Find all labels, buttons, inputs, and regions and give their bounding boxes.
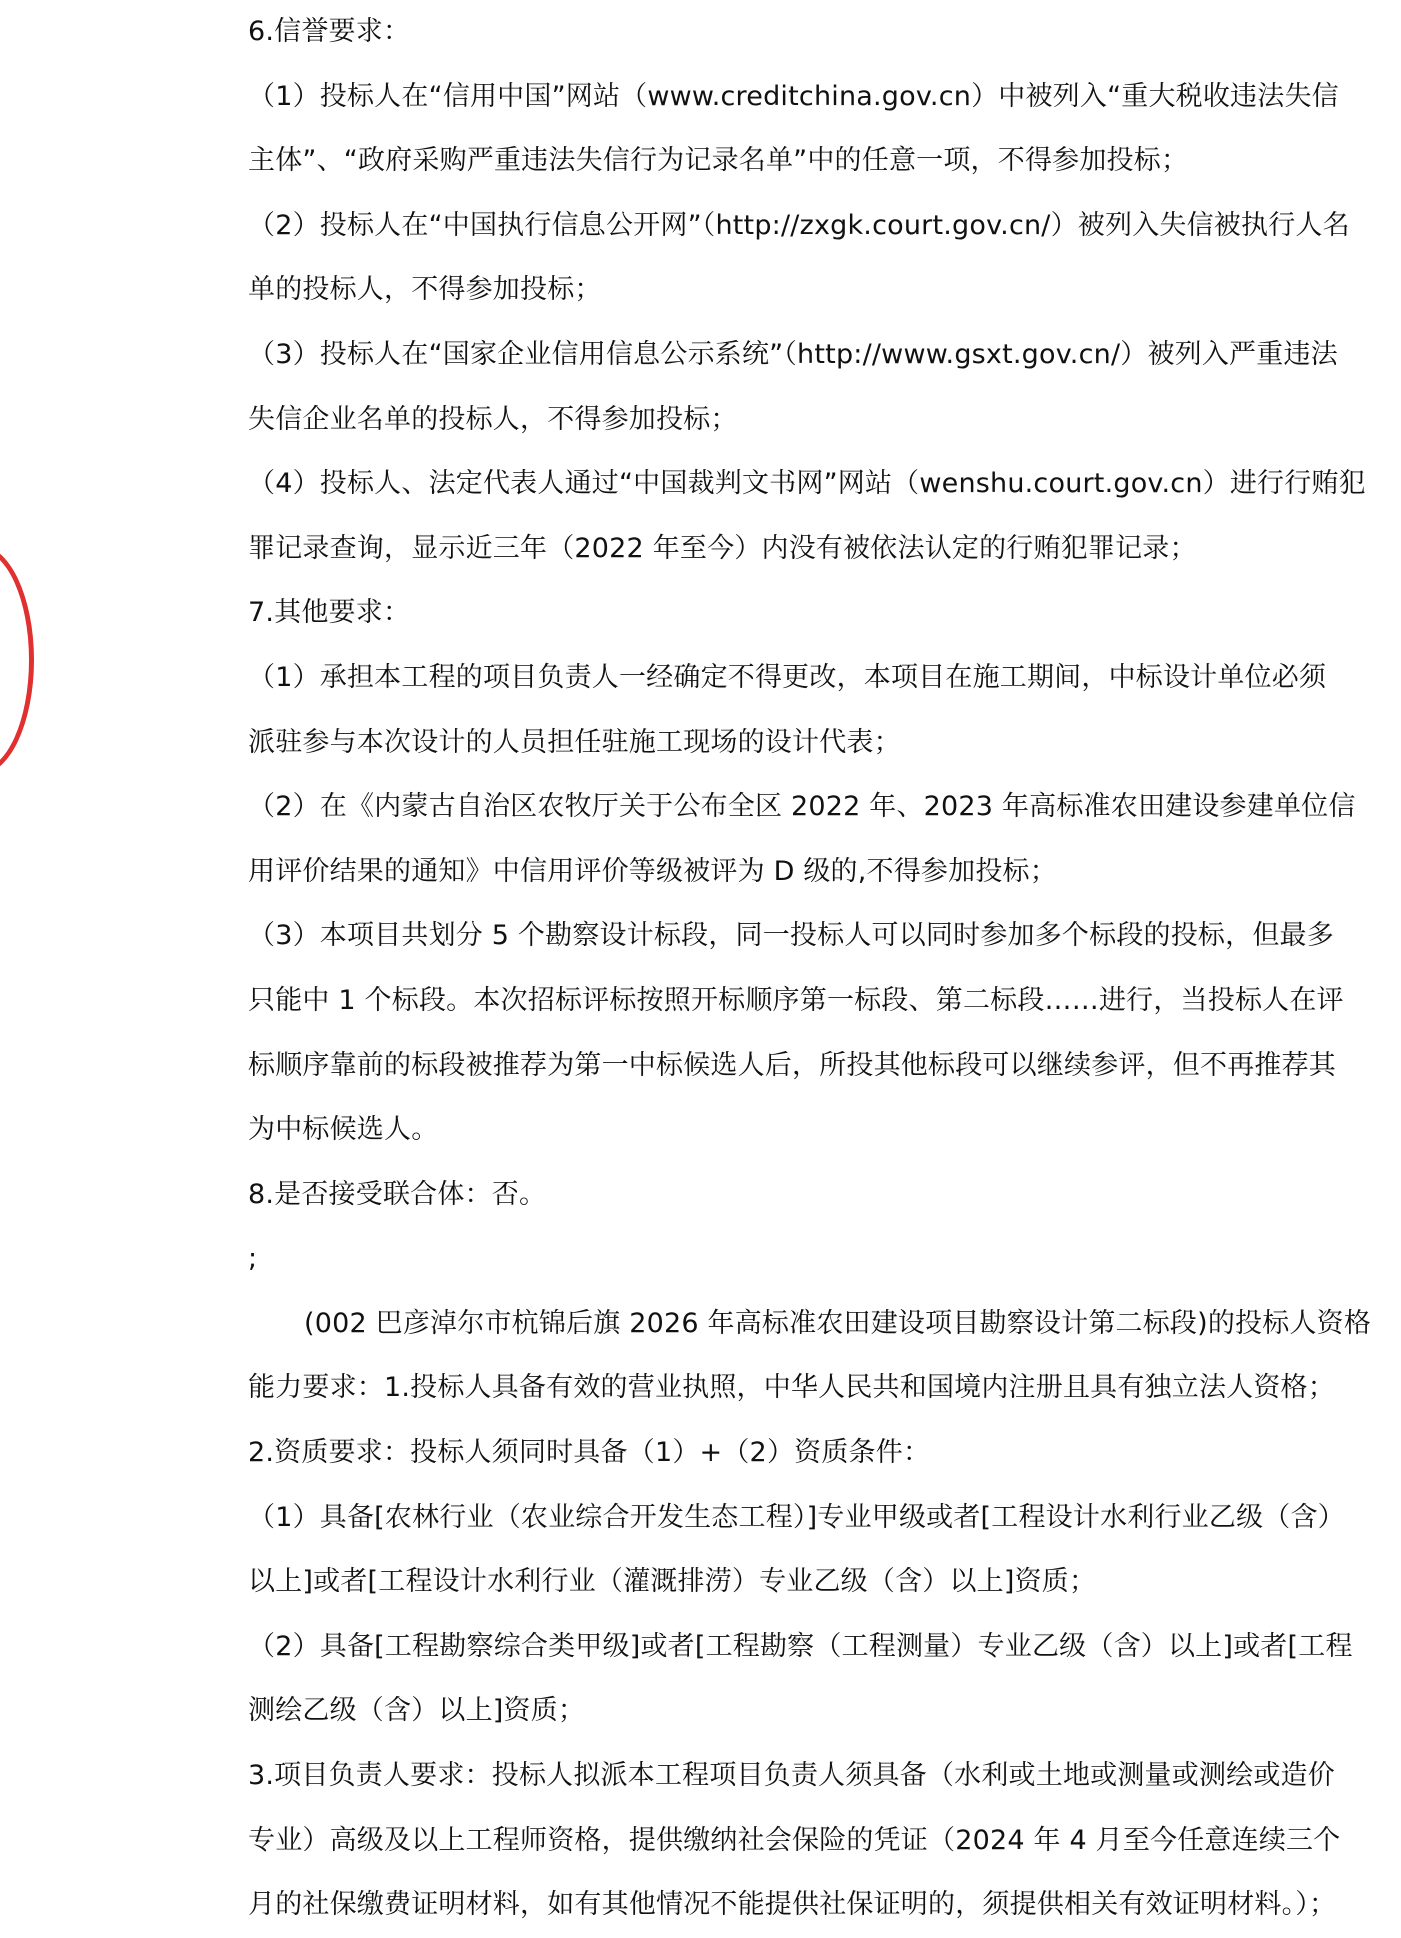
- document-body: [248, 0, 1398, 1938]
- text-line: （2）具备[工程勘察综合类甲级]或者[工程勘察（工程测量）专业乙级（含）以上]或者[工程: [248, 1630, 1353, 1662]
- text-line: （1）具备[农林行业（农业综合开发生态工程）]专业甲级或者[工程设计水利行业乙级（含）: [248, 1501, 1345, 1533]
- text-line: 月的社保缴费证明材料，如有其他情况不能提供社保证明的，须提供相关有效证明材料。）；: [248, 1889, 1337, 1921]
- text-line: （4）投标人、法定代表人通过“中国裁判文书网”网站（wenshu.court.gov.cn）进行行贿犯: [248, 468, 1366, 500]
- text-line: 标顺序靠前的标段被推荐为第一中标候选人后，所投其他标段可以继续参评，但不再推荐其: [248, 1049, 1336, 1081]
- text-line: （1）投标人在“信用中国”网站（www.creditchina.gov.cn）中被列入“重大税收违法失信: [248, 80, 1339, 112]
- text-line: 失信企业名单的投标人，不得参加投标；: [248, 403, 738, 435]
- text-line: （2）在《内蒙古自治区农牧厅关于公布全区 2022 年、2023 年高标准农田建设参建单位信: [248, 791, 1356, 823]
- text-line: 测绘乙级（含）以上]资质；: [248, 1695, 586, 1727]
- text-line: 单的投标人，不得参加投标；: [248, 274, 602, 306]
- text-line: 只能中 1 个标段。本次招标评标按照开标顺序第一标段、第二标段……进行，当投标人在评: [248, 984, 1344, 1016]
- official-seal-stamp: [0, 545, 34, 775]
- text-line: （2）投标人在“中国执行信息公开网”（http://zxgk.court.gov.cn/）被列入失信被执行人名: [248, 209, 1350, 241]
- text-line: (002 巴彦淖尔市杭锦后旗 2026 年高标准农田建设项目勘察设计第二标段)的投标人资格: [304, 1307, 1372, 1339]
- text-line: 2.资质要求：投标人须同时具备（1）+（2）资质条件：: [248, 1437, 931, 1469]
- section-heading-other: 7.其他要求：: [248, 597, 411, 629]
- text-line: （1）承担本工程的项目负责人一经确定不得更改，本项目在施工期间，中标设计单位必须: [248, 661, 1327, 693]
- text-line: 能力要求：1.投标人具备有效的营业执照，中华人民共和国境内注册且具有独立法人资格；: [248, 1372, 1335, 1404]
- text-line: 用评价结果的通知》中信用评价等级被评为 D 级的,不得参加投标；: [248, 855, 1057, 887]
- text-line: 专业）高级及以上工程师资格，提供缴纳社会保险的凭证（2024 年 4 月至今任意连续三个: [248, 1824, 1341, 1856]
- text-line: （3）本项目共划分 5 个勘察设计标段，同一投标人可以同时参加多个标段的投标，但最多: [248, 920, 1334, 952]
- text-line: 派驻参与本次设计的人员担任驻施工现场的设计代表；: [248, 726, 901, 758]
- text-line: 为中标候选人。: [248, 1114, 439, 1146]
- section-heading-credit: 6.信誉要求：: [248, 16, 411, 47]
- text-line: ;: [248, 1243, 258, 1275]
- text-line: 主体”、“政府采购严重违法失信行为记录名单”中的任意一项，不得参加投标；: [248, 145, 1189, 177]
- text-line: （3）投标人在“国家企业信用信息公示系统”（http://www.gsxt.gov.cn/）被列入严重违法: [248, 338, 1338, 370]
- text-line: 3.项目负责人要求：投标人拟派本工程项目负责人须具备（水利或土地或测量或测绘或造价: [248, 1760, 1335, 1792]
- section-heading-consortium: 8.是否接受联合体：否。: [248, 1178, 547, 1210]
- text-line: 罪记录查询，显示近三年（2022 年至今）内没有被依法认定的行贿犯罪记录；: [248, 532, 1197, 564]
- text-line: 以上]或者[工程设计水利行业（灌溉排涝）专业乙级（含）以上]资质；: [248, 1566, 1097, 1598]
